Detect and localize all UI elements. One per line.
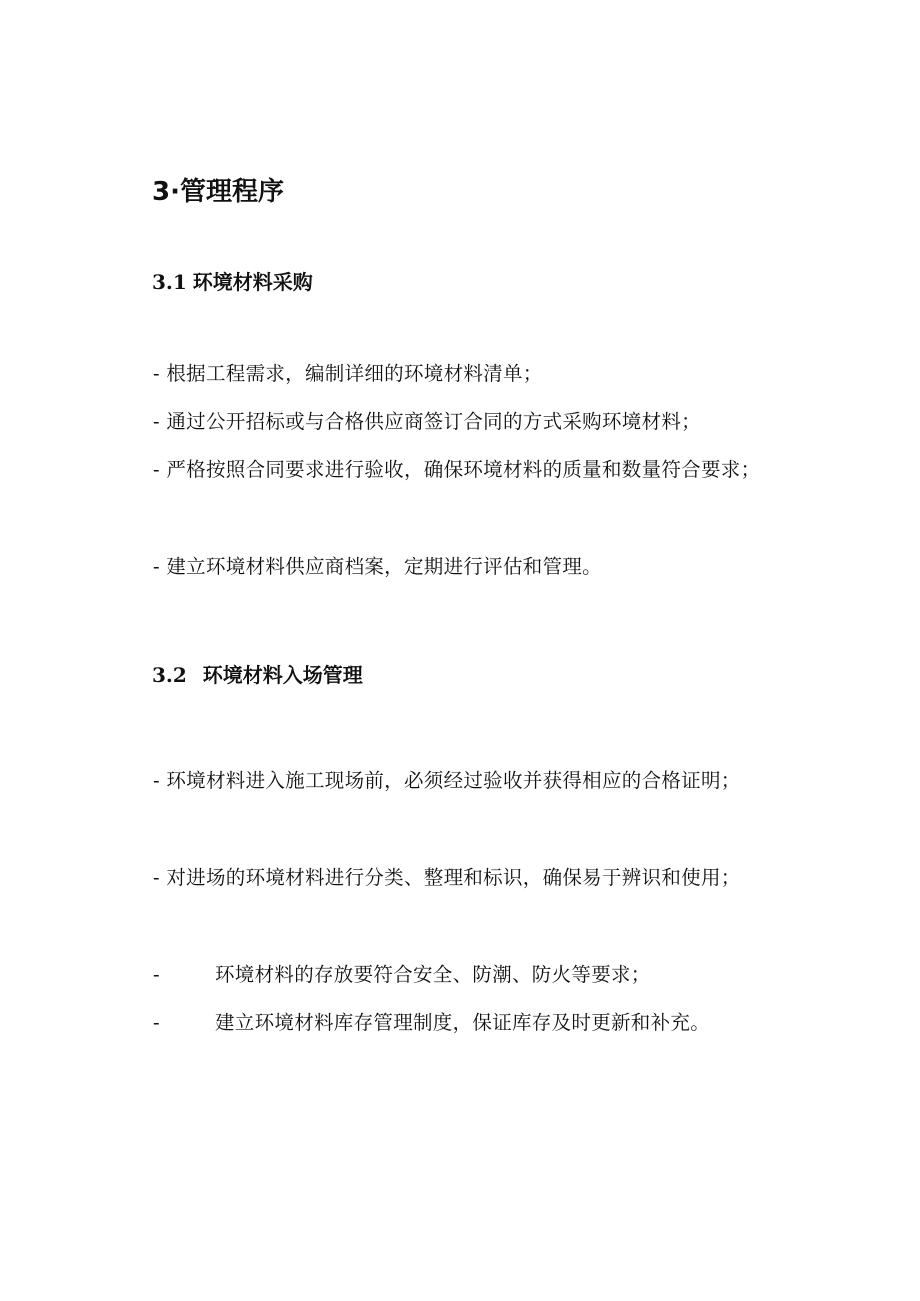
list-item: - 严格按照合同要求进行验收，确保环境材料的质量和数量符合要求； (153, 458, 761, 481)
list-item: - 通过公开招标或与合格供应商签订合同的方式采购环境材料； (153, 410, 701, 433)
section-heading: 3·管理程序 (152, 177, 284, 207)
subsection-number: 3.2 (152, 663, 187, 687)
subsection-title: 环境材料入场管理 (202, 663, 363, 687)
list-dash: - (153, 963, 160, 986)
subsection-heading-3-1 (152, 267, 313, 297)
subsection-title: 环境材料采购 (192, 270, 313, 294)
list-item: - 对进场的环境材料进行分类、整理和标识，确保易于辨识和使用； (153, 866, 741, 889)
list-item (153, 999, 710, 1047)
list-item-text: 环境材料的存放要符合安全、防潮、防火等要求； (215, 963, 651, 986)
list-dash: - (153, 1011, 160, 1034)
list-item (153, 951, 651, 999)
list-item-text: 建立环境材料库存管理制度，保证库存及时更新和补充。 (215, 1011, 711, 1034)
list-item: - 根据工程需求，编制详细的环境材料清单； (153, 362, 543, 385)
subsection-number: 3.1 (152, 270, 187, 294)
list-item: - 环境材料进入施工现场前，必须经过验收并获得相应的合格证明； (153, 769, 741, 792)
subsection-heading-3-2 (152, 660, 363, 690)
list-item: - 建立环境材料供应商档案，定期进行评估和管理。 (153, 555, 602, 578)
